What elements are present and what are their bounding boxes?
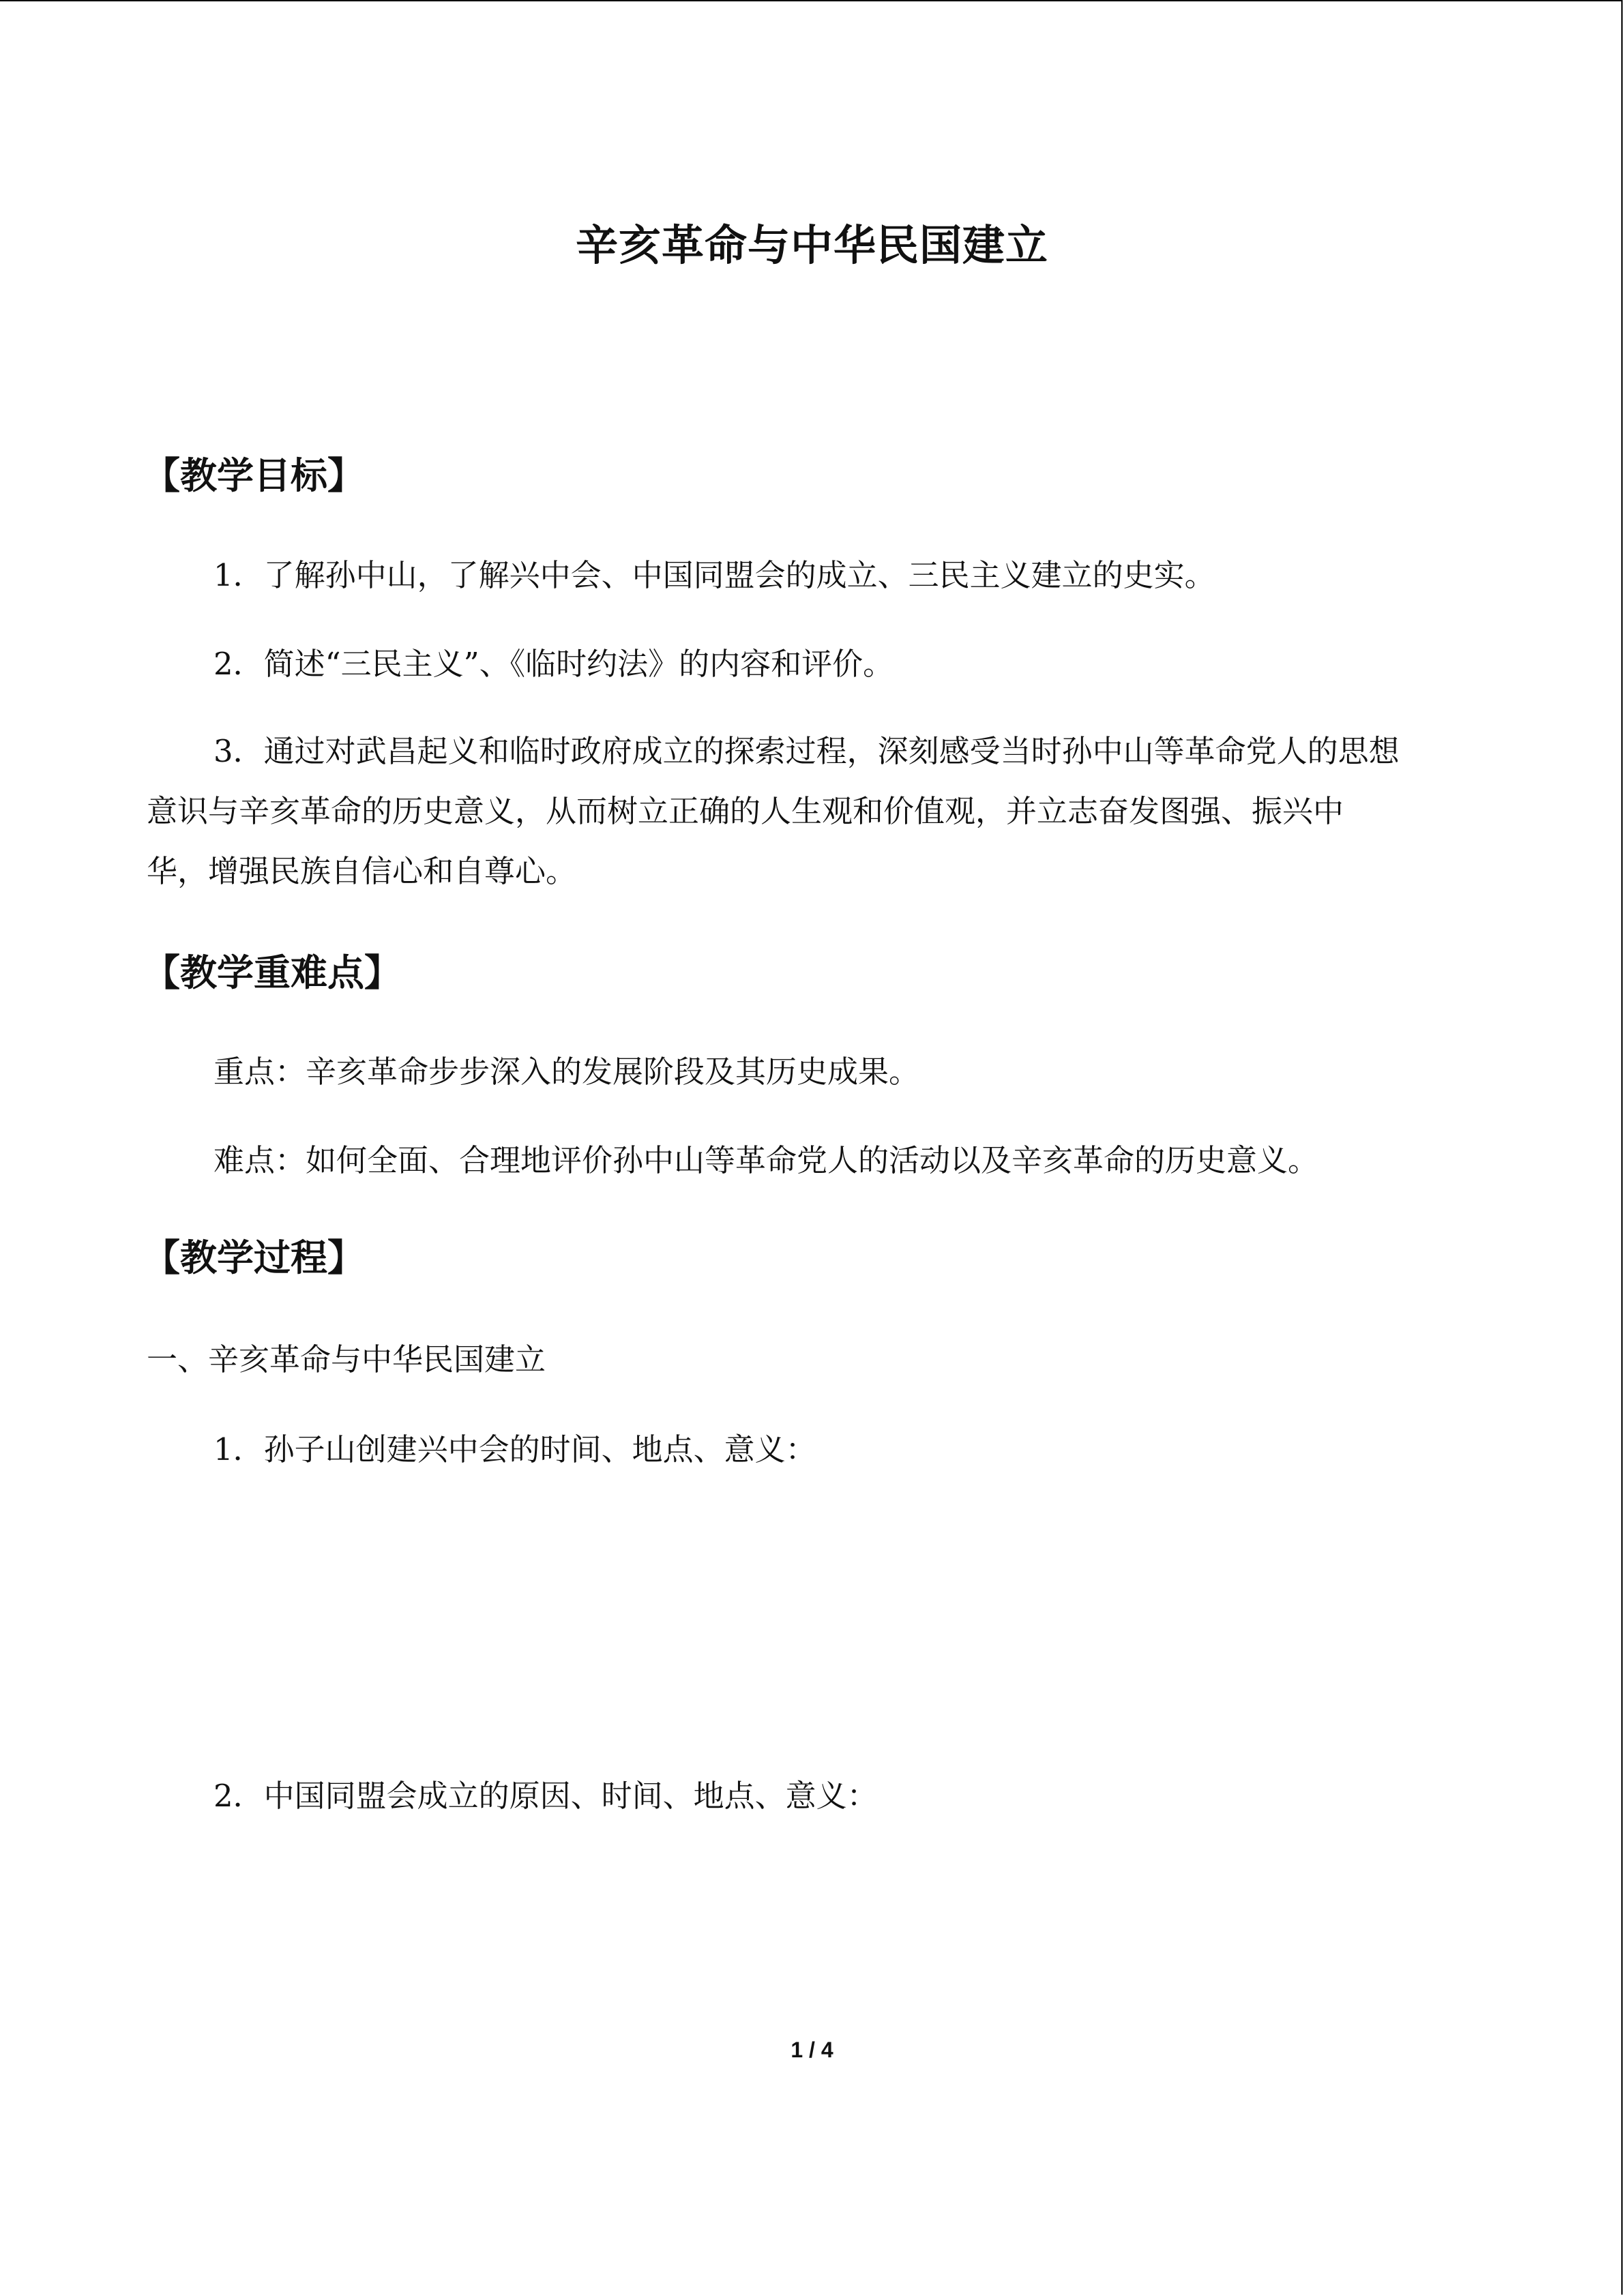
key-point-difficulty: 难点：如何全面、合理地评价孙中山等革命党人的活动以及辛亥革命的历史意义。 bbox=[213, 1142, 1319, 1178]
section-heading-process: 【教学过程】 bbox=[143, 1236, 364, 1279]
section-heading-objectives: 【教学目标】 bbox=[143, 454, 364, 497]
objective-item-1: 1．了解孙中山，了解兴中会、中国同盟会的成立、三民主义建立的史实。 bbox=[213, 557, 1215, 593]
objective-item-3-line-1: 3．通过对武昌起义和临时政府成立的探索过程，深刻感受当时孙中山等革命党人的思想 bbox=[213, 733, 1400, 769]
page-number: 1 / 4 bbox=[791, 2038, 833, 2062]
section-heading-key-points: 【教学重难点】 bbox=[143, 951, 401, 994]
process-question-2: 2．中国同盟会成立的原因、时间、地点、意义： bbox=[213, 1778, 878, 1814]
key-point-focus: 重点：辛亥革命步步深入的发展阶段及其历史成果。 bbox=[213, 1054, 920, 1090]
process-question-1: 1．孙子山创建兴中会的时间、地点、意义： bbox=[213, 1431, 816, 1467]
document-title: 辛亥革命与中华民国建立 bbox=[575, 220, 1048, 270]
process-part-1-title: 一、辛亥革命与中华民国建立 bbox=[147, 1341, 546, 1377]
objective-item-2: 2．简述“三民主义”、《临时约法》的内容和评价。 bbox=[213, 646, 894, 682]
objective-item-3-line-2: 意识与辛亥革命的历史意义，从而树立正确的人生观和价值观，并立志奋发图强、振兴中 bbox=[147, 793, 1344, 829]
objective-item-3-line-3: 华，增强民族自信心和自尊心。 bbox=[147, 853, 577, 889]
